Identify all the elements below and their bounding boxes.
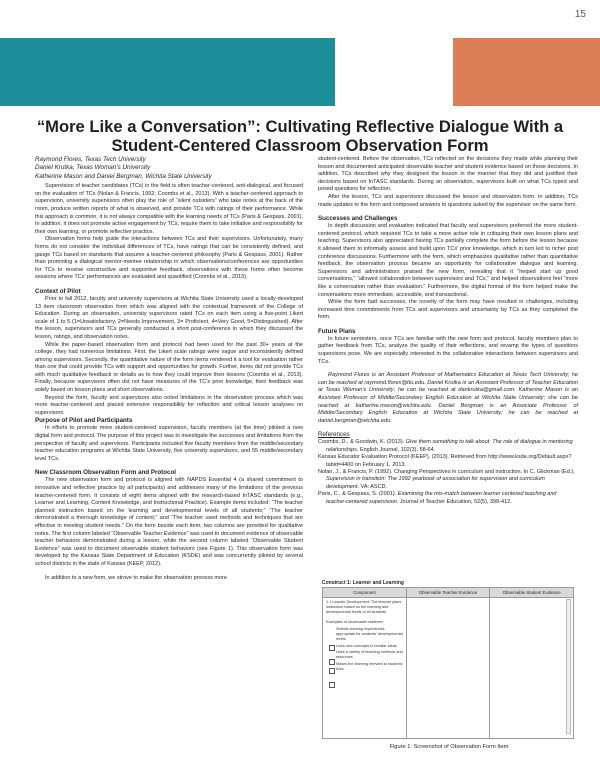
author-line: Daniel Krutka, Texas Woman’s University [35,164,151,172]
body-paragraph: In future semesters, once TCs are familiar with the new form and protocol, faculty members plan to gather feedback from TCs, analyze the quality of their reflections, and revamp the types of questions supervisors pose. We are especially interested in the collaborative interactions between supervisors and TCs. [318,335,578,365]
author-bio: Raymond Flores is an Assistant Professor of Mathematics Education at Texas Tech University; he can be reached at raymond.flores@ttu.edu. Daniel Krutka is an Assistant Professor of Teacher Education at Texas Woman’s University; he can be reached at dankrutka@gmail.com. Katherine Mason is an Assistant Professor of Middle/Secondary English Education at Wichita State University; she can be reached at katherine.mason@wichita.edu. Daniel Bergman is an Associate Professor of Middle/Secondary English Education at Wichita State University; he can be reached at daniel.bergman@wichita.edu. [318,372,578,424]
figure-form-line: 1.1 Learner Development: The teacher plans instruction based on the learning and developmental levels of all students. [326,600,402,614]
checkbox-icon [329,659,335,665]
body-paragraph: Supervision of teacher candidates (TCs) in the field is often teacher-centered, anti-dialogical, and focused on the evaluation of TCs (Nolan & Francis, 1992; Coombs et al., 2013). With a teacher-centered approach to supervision, university supervisors often play the role of “silent outsiders” who take notes at the back of the room, produce written reports of what is observed, and provide TCs with ratings of their performance. While this approach is common, it is not always compatible with the learning needs of TCs (Paris & Gespass, 2001). In addition, it does not promote active engagement by TCs, require them to take initiative and responsibility for their own learning, or promote reflective practice. [35,183,303,235]
page-number: 15 [574,9,586,20]
figure-col-teacher: Observable Teacher Evidence [407,588,491,597]
scrollbar-icon [566,599,571,734]
figure-column-divider [406,588,407,738]
figure-form-line: Links new concepts to familiar ideas [336,643,397,648]
body-paragraph: Beyond the form, faculty and supervisors also noted limitations in the observation process which was more teacher-centered and placed extensive responsibility for reflection and critical lesson analyses on supervisors. [35,394,303,416]
checkbox-icon [329,645,335,651]
body-paragraph: Prior to fall 2012, faculty and university supervisors at Wichita State University used a locally-developed 13 item classroom observation form which was aligned with the contextual framework of the College of Education. During an observation, university supervisors rated TCs on each item using a five-point Likert scale of 1 to 5 (1=Unsatisfactory, 2=Needs Improvement, 3= Proficient, 4=Very Good, 5=Distinguished). After the lesson, supervisors and TCs generally conducted a short post-conference in which they discussed the lesson, ratings, and observation notes. [35,295,303,340]
body-paragraph: Observation forms help guide the interactions between TCs and their supervisors. Unfortunately, many forms do not consider the individual differences of TCs, have ratings that can be consistently defined, and gauge TCs based on standards that assume a teacher-centered philosophy (Paris & Gespass, 2001). Rather than promoting a dialogical mentor-mentee relationship in which observations/conferences are opportunities for TCs to receive constructive and supportive feedback, observations with these forms often become sessions where TCs’ performances are evaluated and quantified (Coombs et al., 2013). [35,236,303,281]
body-paragraph: In efforts to promote more student-centered supervision, faculty members (at the time) piloted a new digital form and protocol. The purpose of this project was to investigate the successes and limitations from the perspective of faculty and supervisors. Participants included five faculty members from the middle/secondary teacher education programs at Wichita State University, five university supervisors, and 55 middle/secondary level TCs. [35,425,303,462]
references-heading: References [318,431,350,439]
body-paragraph: In addition to a new form, we strove to make the observation process more [45,574,227,581]
section-heading: Successes and Challenges [318,215,398,223]
figure-form-header [323,588,573,598]
section-heading: New Classroom Observation Form and Protocol [35,469,176,477]
figure-form-component-text [326,600,404,672]
checkbox-icon [329,668,335,674]
body-paragraph: After the lesson, TCs and supervisors discussed the lesson and observation form. In addition, TCs made updates to the form and composed answers to questions asked by the supervisor on the same form. [318,193,578,208]
figure-form-line: Selects learning experiences appropriate for students' developmental levels [336,627,403,641]
reference-item: Kansas Educator Evaluation Protocol (KEEP). (2013). Retrieved from http://www.ksde.org/Default.aspx?tabid=4400 on February 1, 2013. [318,454,572,468]
section-heading: Purpose of Pilot and Participants [35,417,133,425]
reference-item: Paris, C., & Gespass, S. (2001). Examining the mis-match between learner centered teaching and teacher-centered supervision. Journal of Teacher Education, 52(5), 398-412. [318,491,557,505]
decorative-teal-band [0,38,335,106]
figure-form-line: Uses a variety of teaching methods and resources [336,650,403,660]
left-column [35,156,303,582]
figure-caption: Figure 1: Screenshot of Observation Form Item [389,744,509,750]
figure-form-line: Makes the learning relevant to students' lives [336,661,403,671]
section-heading: Context of Pilot [35,287,81,295]
article-title: “More Like a Conversation”: Cultivating Reflective Dialogue With a Student-Centered Classroom Observation Form [36,117,564,155]
body-paragraph: The new observation form and protocol is aligned with NAPDS Essential 4 (a shared commitment to innovative and reflective practice by all participants) and addresses many of the limitations of the previous teacher-centered form. It consists of eight items aligned with the research-based InTASC standards (e.g., Learner and Learning, Content Knowledge, and Instructional Practice). Example items included: “The teacher planned instruction based on the learning and developmental levels of all students;” “The teacher demonstrated a thorough knowledge of content;” and “The teacher used methods and techniques that are effective in meeting student needs.” On the form beside each item, two columns are provided for qualitative notes. The first column labeled “Observable Teacher Evidence” was used to document evidence of observable teacher behaviors demonstrated during a lesson, while the second column labeled “Observable Student Evidence” was used to document observable student behaviors (see Figure 1). This observation form was developed by the Kansas State Department of Education (KSDE) and was concurrently piloted by several school districts in the state of Kansas (KEEP, 2012). [35,477,303,567]
figure-observation-form [320,580,578,750]
author-line: Raymond Flores, Texas Tech University [35,156,146,163]
author-line: Katherine Mason and Daniel Bergman, Wichita State University [35,172,212,180]
figure-form-table [322,587,574,739]
body-paragraph: student-centered. Before the observation, TCs reflected on the decisions they made while planning their lesson and documented anticipated observable teacher and student evidence based on those decisions. In addition, TCs described why they designed the lesson in the manner that they did and justified their decisions based on InTASC standards. During an observation, supervisors built on what TCs typed and posed questions for reflection. [318,156,578,193]
body-paragraph: While the form had successes, the novelty of the form may have resulted in challenges, including increased time commitments from TCs and supervisors and uncertainty by TCs as they completed the form. [318,299,578,321]
decorative-orange-band [453,38,600,106]
figure-form-line: Examples of observable evidence: [326,620,384,625]
body-paragraph: In depth discussion and evaluation indicated that faculty and supervisors preferred the more student-centered protocol, which required TCs to take a more active role in critiquing their own lesson plans and teaching. Supervisors also appreciated having TCs partially complete the form before the lesson because it allowed them to informally assess and build upon TCs’ prior knowledge, which in turn led to richer post conference discussions. Furthermore with the form, which emphasizes qualitative rather than quantitative feedback, the observation process became an opportunity for collaborative dialogue and learning. Supervisors and administrators praised the new form, revealing that it “helped start up good conversations,” “allowed collaboration between supervisors and TCs,” and helped observations feel “more like a conversation rather than evaluation.” Furthermore, the digital format of the form helped make the conversations more immediate, accessible, and transactional. [318,223,578,298]
right-column [318,156,578,506]
section-heading: Future Plans [318,327,356,335]
figure-col-component: Component [323,588,407,597]
body-paragraph: While the paper-based observation form and protocol had been used for the past 30+ years at the college, they had numerous limitations. First, the Likert scale ratings were vague and inconsistently defined among supervisors. Secondly, the quantitative nature of the form items rendered it a tool for evaluation rather than one that could provide TCs with support and opportunities for growth. Further, items did not provide TCs with much qualitative feedback or details as to how they could improve their lessons (Coombs et al., 2013). Finally, because supervisors often did not have measures of the TC’s prior knowledge, their feedback was solely based on lesson plans and short observations. [35,341,303,394]
checkbox-icon [329,682,335,688]
reference-item: Nolan, J., & Francis, P. (1992). Changing Perspectives in curriculum and instruction. In C. Glickman (Ed.), Supervision in transition: The 1992 yearbook of association for supervision and curriculum development. VA: ASCD. [318,469,575,490]
reference-item: Coombs, D., & Goodwin, K. (2013). Give them something to talk about: The role of dialogue in mentoring relationships. English Journal, 102(3), 58-64. [318,439,573,453]
figure-col-student: Observable Student Evidence [502,590,561,595]
figure-form-title: Construct 1: Learner and Learning [322,580,404,586]
figure-column-divider [489,588,490,738]
